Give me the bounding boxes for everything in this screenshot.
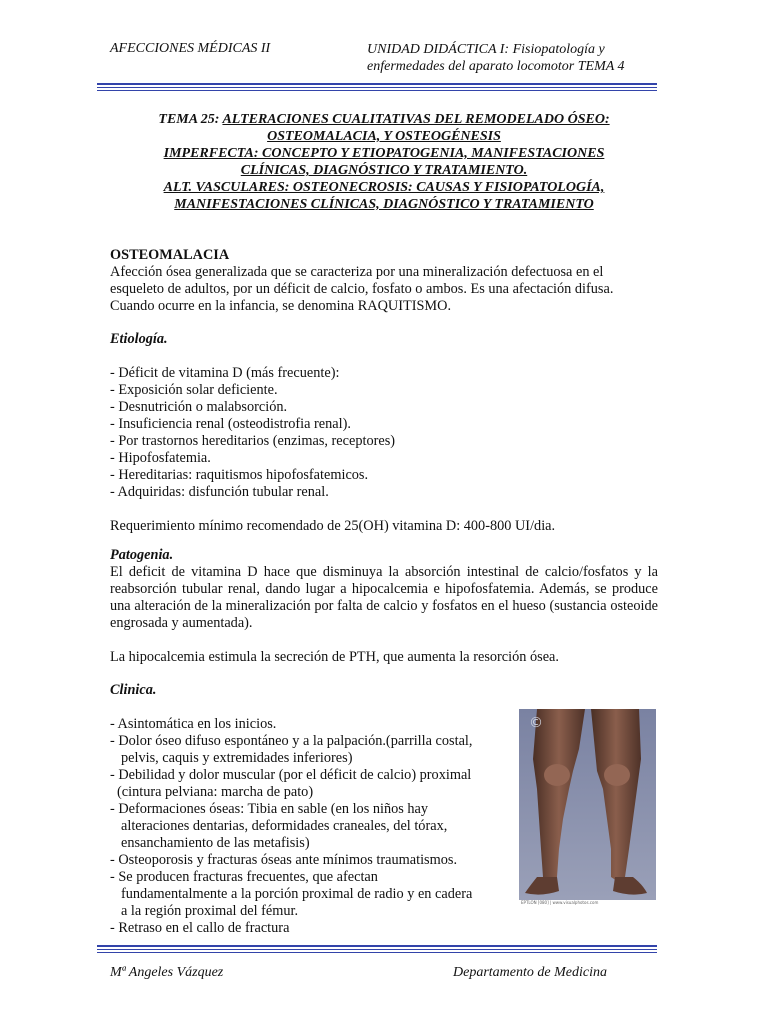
list-item: - Desnutrición o malabsorción. (110, 399, 288, 415)
etiologia-section (110, 331, 658, 535)
list-item: - Debilidad y dolor muscular (por el déficit de calcio) proximal (110, 767, 472, 783)
list-item-continuation: (cintura pelviana: marcha de pato) (117, 784, 314, 800)
list-item-continuation: pelvis, caquis y extremidades inferiores) (121, 750, 353, 766)
legs-photo (519, 709, 656, 900)
list-item: - Adquiridas: disfunción tubular renal. (110, 484, 329, 500)
osteomalacia-section (110, 247, 658, 315)
title-line2: OSTEOMALACIA, Y OSTEOGÉNESIS (267, 129, 501, 144)
list-item: - Deformaciones óseas: Tibia en sable (en los niños hay (110, 801, 429, 817)
footer-author: Mª Angeles Vázquez (110, 965, 224, 980)
header-course: AFECCIONES MÉDICAS II (110, 41, 271, 56)
clinica-list (110, 716, 508, 937)
section-heading-osteomalacia: OSTEOMALACIA (110, 247, 230, 263)
footer-department: Departamento de Medicina (453, 965, 607, 980)
list-item: - Asintomática en los inicios. (110, 716, 277, 732)
etiologia-list (110, 365, 658, 501)
title-line5: ALT. VASCULARES: OSTEONECROSIS: CAUSAS Y FISIOPATOLOGÍA, (163, 180, 605, 195)
footer-rule (97, 945, 657, 955)
title-line4: CLÍNICAS, DIAGNÓSTICO Y TRATAMIENTO. (240, 163, 528, 178)
header-unit-line2: enfermedades del aparato locomotor TEMA 4 (367, 59, 625, 74)
list-item: - Hipofosfatemia. (110, 450, 211, 466)
subheading-patogenia: Patogenia. (110, 547, 174, 563)
pth-paragraph: La hipocalcemia estimula la secreción de PTH, que aumenta la resorción ósea. (110, 649, 559, 665)
subheading-etiologia: Etiología. (110, 331, 168, 347)
watermark-icon: © (529, 715, 543, 731)
list-item: - Osteoporosis y fracturas óseas ante mínimos traumatismos. (110, 852, 458, 868)
title-prefix: TEMA 25: (158, 112, 223, 127)
list-item: - Retraso en el callo de fractura (110, 920, 290, 936)
title-line6: MANIFESTACIONES CLÍNICAS, DIAGNÓSTICO Y TRATAMIENTO (174, 197, 594, 212)
title-line1: ALTERACIONES CUALITATIVAS DEL REMODELADO ÓSEO: (222, 112, 610, 127)
list-item: - Dolor óseo difuso espontáneo y a la palpación.(parrilla costal, (110, 733, 473, 749)
list-item: - Por trastornos hereditarios (enzimas, receptores) (110, 433, 396, 449)
list-item: - Se producen fracturas frecuentes, que afectan (110, 869, 378, 885)
title-line3: IMPERFECTA: CONCEPTO Y ETIOPATOGENIA, MANIFESTACIONES (163, 146, 605, 161)
list-item-continuation: alteraciones dentarias, deformidades craneales, del tórax, (121, 818, 448, 834)
list-item-continuation: fundamentalmente a la porción proximal de radio y en cadera (121, 886, 473, 902)
list-item-continuation: ensanchamiento de las metafisis) (121, 835, 310, 851)
photo-caption: EPTLON [080] | www.visualphotos.com (521, 900, 599, 905)
list-item: - Exposición solar deficiente. (110, 382, 278, 398)
list-item: - Hereditarias: raquitismos hipofosfatemicos. (110, 467, 369, 483)
list-item: - Insuficiencia renal (osteodistrofia renal). (110, 416, 351, 432)
vitamin-d-requirement: Requerimiento mínimo recomendado de 25(OH) vitamina D: 400-800 UI/dia. (110, 518, 556, 534)
list-item: - Déficit de vitamina D (más frecuente): (110, 365, 340, 381)
header-rule (97, 83, 657, 93)
page-title (108, 111, 660, 213)
list-item-continuation: a la región proximal del fémur. (121, 903, 299, 919)
osteomalacia-intro: Afección ósea generalizada que se caracteriza por una mineralización defectuosa en el esqueleto de adultos, por un déficit de calcio, fosfato o ambos. Es una afectación difusa. Cuando ocurre en la infancia, se denomina RAQUITISMO. (110, 264, 614, 314)
subheading-clinica: Clinica. (110, 682, 157, 698)
header-unit-line1: UNIDAD DIDÁCTICA I: Fisiopatología y (367, 42, 605, 57)
patogenia-section (110, 547, 658, 666)
patogenia-paragraph: El deficit de vitamina D hace que disminuya la absorción intestinal de calcio/fosfatos y la reabsorción tubular renal, dando lugar a hipocalcemia e hipofosfatemia. Además, se produce una alteración de la mineralización por falta de calcio y fosfatos en el hueso (sustancia osteoide engrosada y aumentada). (110, 564, 658, 631)
bowed-legs-image (519, 709, 656, 900)
header-unit (367, 41, 625, 75)
